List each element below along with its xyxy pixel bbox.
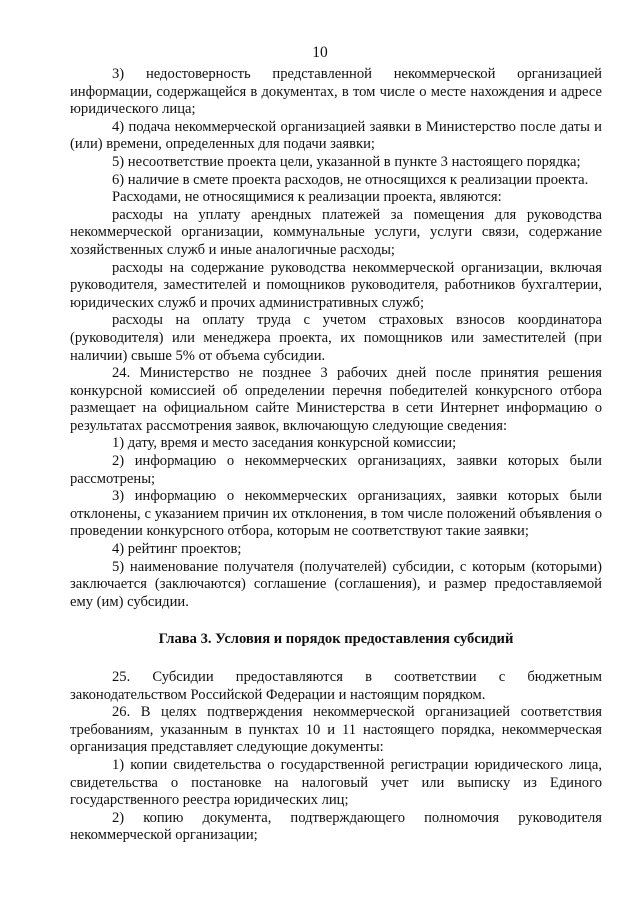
page-number: 10 [312, 44, 328, 61]
paragraph: расходы на содержание руководства некоммерческой организации, включая руководителя, заместителей и помощников руководителя, работников бухгалтерии, юридических служб и прочих административных служб; [70, 259, 602, 311]
paragraph: 26. В целях подтверждения некоммерческой организацией соответствия требованиям, указанным в пунктах 10 и 11 настоящего порядка, некоммерческая организация представляет следующие документы: [70, 704, 602, 756]
paragraph: 4) рейтинг проектов; [112, 541, 242, 558]
paragraph: 5) несоответствие проекта цели, указанной в пункте 3 настоящего порядка; [112, 153, 581, 170]
paragraph: 1) дату, время и место заседания конкурсной комиссии; [112, 435, 457, 452]
paragraph: 4) подача некоммерческой организацией заявки в Министерство после даты и (или) времени, определенных для подачи заявки; [70, 118, 602, 153]
paragraph: 24. Министерство не позднее 3 рабочих дней после принятия решения конкурсной комиссией об определении перечня победителей конкурсного отбора размещает на официальном сайте Министерства в сети Интернет информацию о результатах рассмотрения заявок, включающую следующие сведения: [70, 365, 602, 434]
paragraph: 3) информацию о некоммерческих организациях, заявки которых были отклонены, с указанием причин их отклонения, в том числе положений объявления о проведении конкурсного отбора, которым не соответствуют такие заявки; [70, 488, 602, 540]
paragraph: Расходами, не относящимися к реализации проекта, являются: [112, 189, 502, 206]
paragraph: 25. Субсидии предоставляются в соответствии с бюджетным законодательством Российской Федерации и настоящим порядком. [70, 669, 602, 703]
paragraph: 2) копию документа, подтверждающего полномочия руководителя некоммерческой организации; [70, 809, 602, 844]
paragraph: 6) наличие в смете проекта расходов, не относящихся к реализации проекта. [112, 171, 589, 188]
paragraph: расходы на оплату труда с учетом страховых взносов координатора (руководителя) или менеджера проекта, их помощников или заместителей (при наличии) свыше 5% от объема субсидии. [70, 312, 602, 364]
paragraph: расходы на уплату арендных платежей за помещения для руководства некоммерческой организации, коммунальные услуги, услуги связи, содержание хозяйственных служб и иные аналогичные расходы; [70, 206, 602, 258]
chapter-heading: Глава 3. Условия и порядок предоставления субсидий [158, 631, 514, 648]
paragraph: 3) недостоверность представленной некоммерческой организацией информации, содержащейся в документах, в том числе о месте нахождения и адресе юридического лица; [70, 66, 602, 118]
paragraph: 1) копии свидетельства о государственной регистрации юридического лица, свидетельства о постановке на налоговый учет или выписку из Единого государственного реестра юридических лиц; [70, 756, 602, 809]
paragraph: 5) наименование получателя (получателей) субсидии, с которым (которыми) заключается (заключаются) соглашение (соглашения), и размер предоставляемой ему (им) субсидии. [70, 558, 602, 610]
document-body [70, 66, 602, 845]
paragraph: 2) информацию о некоммерческих организациях, заявки которых были рассмотрены; [70, 453, 602, 487]
